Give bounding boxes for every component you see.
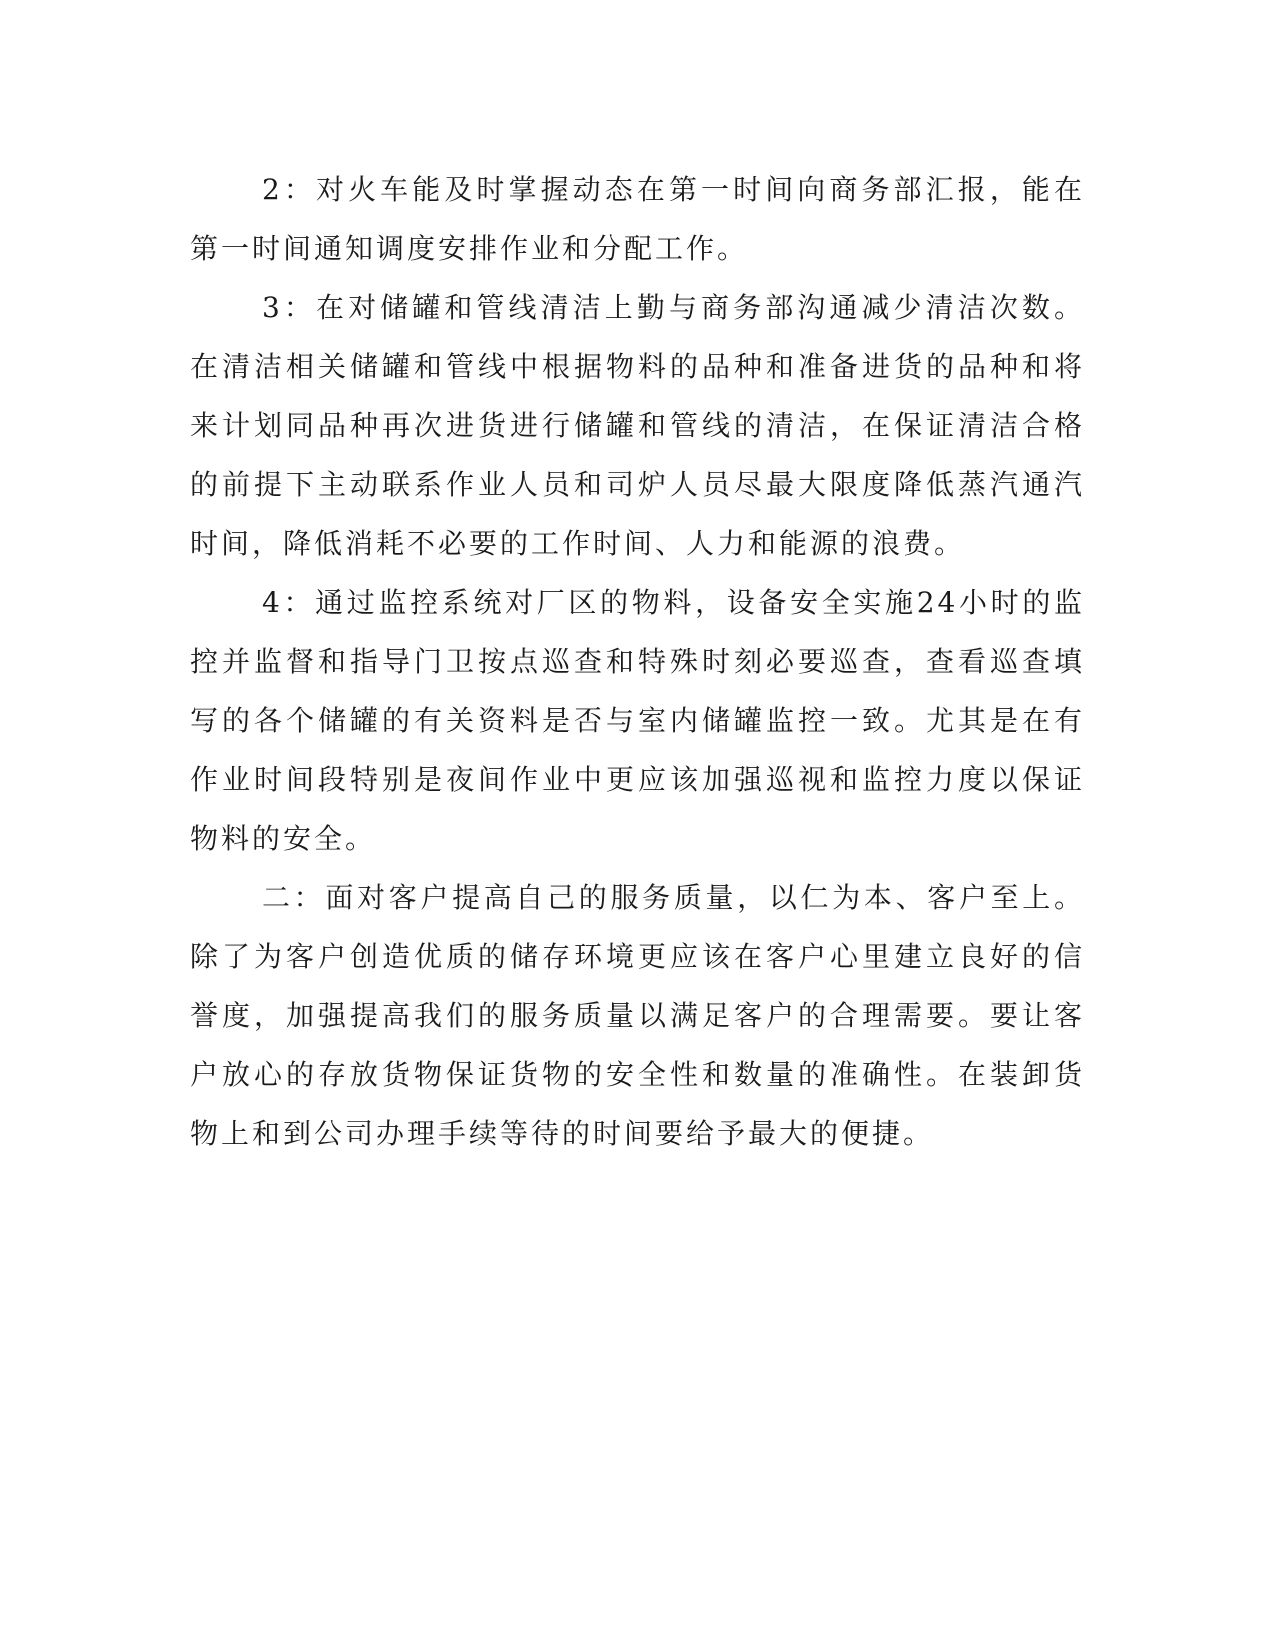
paragraph-item-4: 4：通过监控系统对厂区的物料，设备安全实施24小时的监控并监督和指导门卫按点巡查和特殊时刻必要巡查，查看巡查填写的各个储罐的有关资料是否与室内储罐监控一致。尤其是在有作业时间段特别是夜间作业中更应该加强巡视和监控力度以保证物料的安全。 <box>190 586 1085 855</box>
document-body <box>190 160 1085 1163</box>
paragraph-section-2: 二：面对客户提高自己的服务质量，以仁为本、客户至上。除了为客户创造优质的储存环境更应该在客户心里建立良好的信誉度，加强提高我们的服务质量以满足客户的合理需要。要让客户放心的存放货物保证货物的安全性和数量的准确性。在装卸货物上和到公司办理手续等待的时间要给予最大的便捷。 <box>190 881 1085 1150</box>
paragraph-item-3: 3：在对储罐和管线清洁上勤与商务部沟通减少清洁次数。在清洁相关储罐和管线中根据物料的品种和准备进货的品种和将来计划同品种再次进货进行储罐和管线的清洁，在保证清洁合格的前提下主动联系作业人员和司炉人员尽最大限度降低蒸汽通汽时间，降低消耗不必要的工作时间、人力和能源的浪费。 <box>190 291 1085 560</box>
paragraph-item-2: 2：对火车能及时掌握动态在第一时间向商务部汇报，能在第一时间通知调度安排作业和分配工作。 <box>190 173 1085 265</box>
